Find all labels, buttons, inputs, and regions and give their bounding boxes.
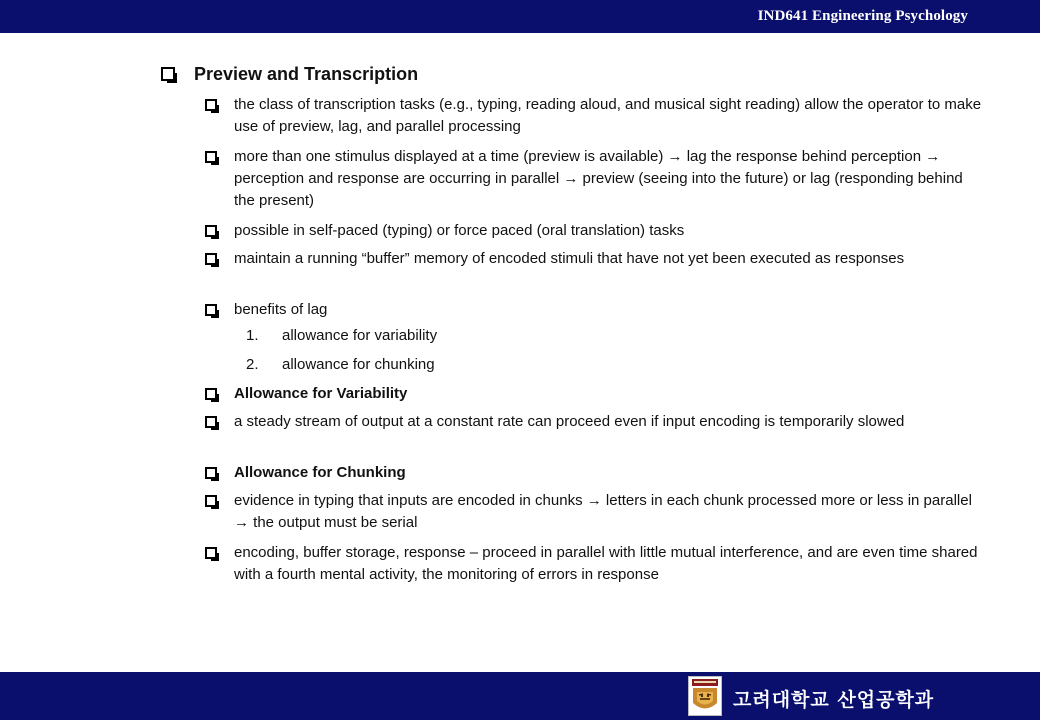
checkbox-bullet-icon [205, 416, 217, 428]
department-name: 고려대학교 산업공학과 [733, 689, 935, 711]
bullet-text: maintain a running “buffer” memory of encoded stimuli that have not yet been executed as responses [234, 250, 905, 267]
checkbox-bullet-icon [205, 99, 217, 111]
checkbox-bullet-icon [161, 67, 175, 81]
item-text: allowance for variability [282, 327, 438, 344]
checkbox-bullet-icon [205, 151, 217, 163]
bullet-text: benefits of lag [234, 301, 328, 318]
bullet-text: possible in self-paced (typing) or force paced (oral translation) tasks [234, 222, 685, 239]
item-text: allowance for chunking [282, 356, 435, 373]
course-title: IND641 Engineering Psychology [757, 8, 968, 24]
bullet-text: evidence in typing that inputs are encoded in chunks → letters in each chunk processed more or less in parallel → the output must be serial [234, 492, 972, 531]
bullet-text: a steady stream of output at a constant rate can proceed even if input encoding is temporarily slowed [234, 413, 905, 430]
bullet-text: Allowance for Chunking [234, 464, 406, 481]
checkbox-bullet-icon [205, 225, 217, 237]
bullet-text: Allowance for Variability [234, 385, 408, 402]
bullet-text: more than one stimulus displayed at a time (preview is available) → lag the response behind perception → perception and response are occurring in parallel → preview (seeing into the future) or lag (responding behind the present) [234, 148, 963, 209]
checkbox-bullet-icon [205, 495, 217, 507]
bullet-text: encoding, buffer storage, response – proceed in parallel with little mutual interference, and are even time shared with a fourth mental activity, the monitoring of errors in response [234, 544, 978, 583]
checkbox-bullet-icon [205, 388, 217, 400]
bullet-text: the class of transcription tasks (e.g., typing, reading aloud, and musical sight reading) allow the operator to make use of preview, lag, and parallel processing [234, 96, 982, 135]
university-logo [688, 676, 722, 716]
tiger-crest-icon [689, 677, 721, 715]
checkbox-bullet-icon [205, 253, 217, 265]
checkbox-bullet-icon [205, 304, 217, 316]
item-number: 2. [246, 356, 259, 373]
checkbox-bullet-icon [205, 547, 217, 559]
heading-text: Preview and Transcription [194, 64, 419, 84]
checkbox-bullet-icon [205, 467, 217, 479]
item-number: 1. [246, 327, 259, 344]
